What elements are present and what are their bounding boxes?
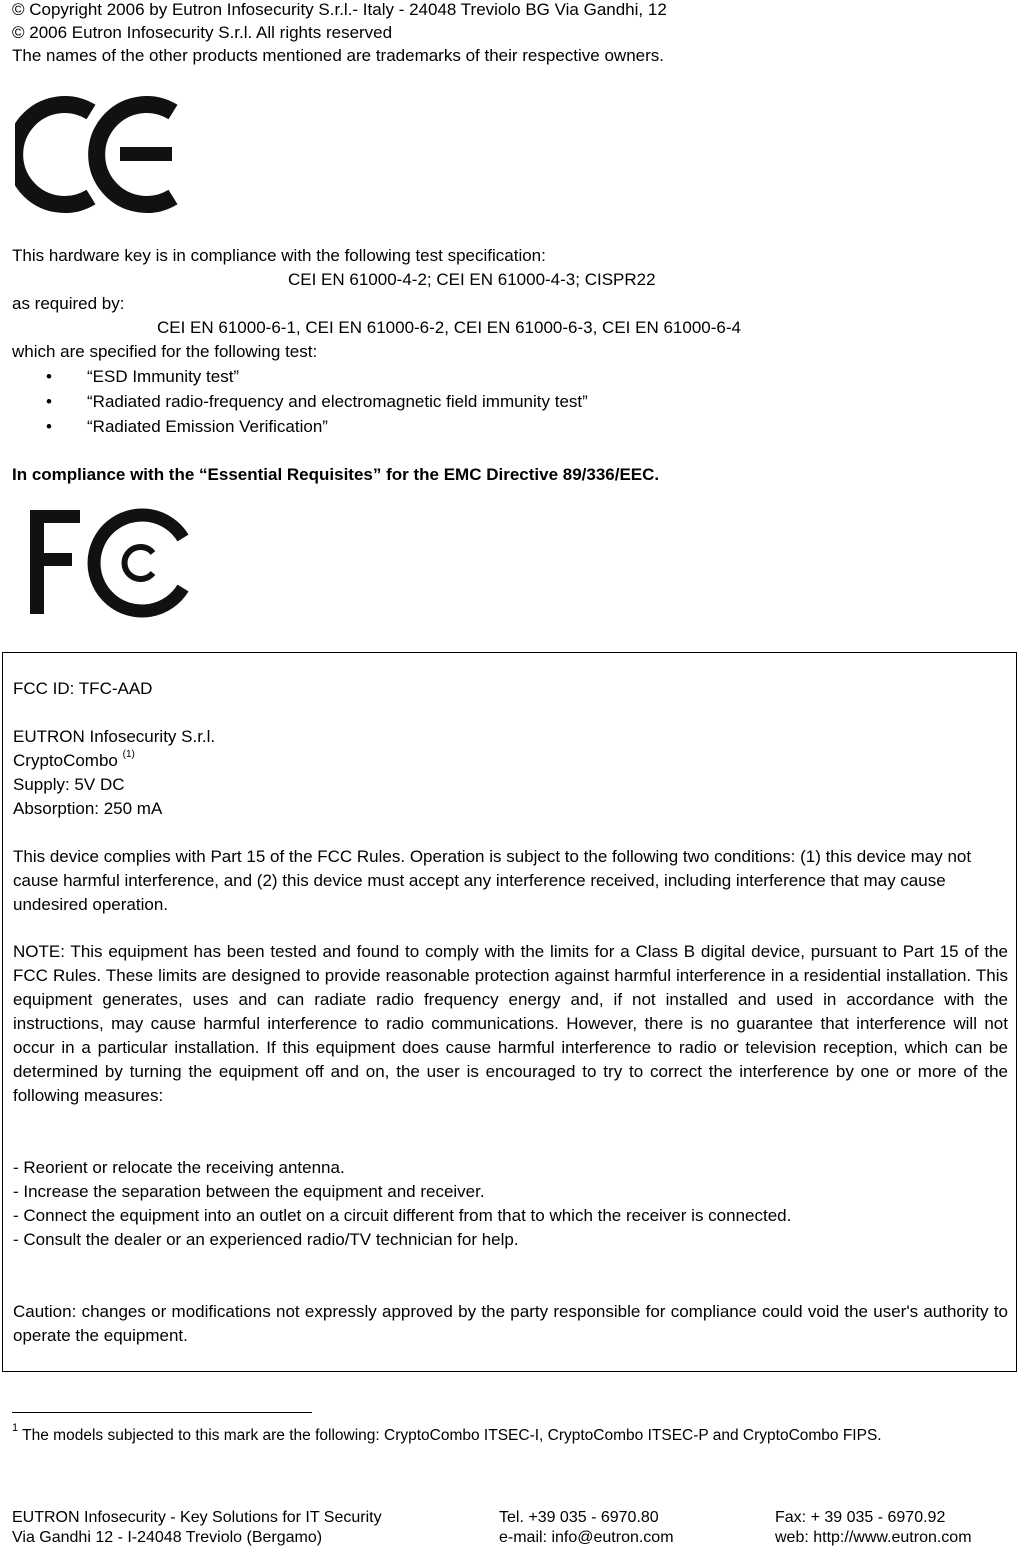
supply-spec: Supply: 5V DC: [13, 775, 125, 794]
fcc-declaration-box: [2, 652, 1017, 1372]
footnote-reference: (1): [122, 749, 135, 761]
bullet-icon: •: [46, 392, 52, 411]
test-name: “Radiated Emission Verification”: [87, 417, 328, 436]
emc-compliance-statement: In compliance with the “Essential Requisites” for the EMC Directive 89/336/EEC.: [12, 465, 660, 484]
absorption-spec: Absorption: 250 mA: [13, 799, 163, 818]
fcc-id: FCC ID: TFC-AAD: [13, 679, 153, 698]
caution-paragraph: Caution: changes or modifications not expressly approved by the party responsible for compliance could void the user's authority to operate the equipment.: [13, 1302, 1008, 1345]
measure-item: - Increase the separation between the equipment and receiver.: [13, 1182, 485, 1201]
footnote-text: The models subjected to this mark are the following: CryptoCombo ITSEC-I, CryptoCombo ITSEC-P and CryptoCombo FIPS.: [22, 1427, 882, 1444]
test-name: “Radiated radio-frequency and electromagnetic field immunity test”: [87, 392, 588, 411]
fcc-note-paragraph: NOTE: This equipment has been tested and found to comply with the limits for a Class B digital device, pursuant to Part 15 of the FCC Rules. These limits are designed to provide reasonable protection against harmful interference in a residential installation. This equipment generates, uses and can radiate radio frequency energy and, if not installed and used in accordance with the instructions, may cause harmful interference to radio communications. However, there is no guarantee that interference will not occur in a particular installation. If this equipment does cause harmful interference to radio or television reception, which can be determined by turning the equipment off and on, the user is encouraged to try to correct the interference by one or more of the following measures:: [13, 942, 1008, 1105]
rights-line: © 2006 Eutron Infosecurity S.r.l. All rights reserved: [12, 23, 393, 42]
bullet-icon: •: [46, 367, 52, 386]
required-by-label: as required by:: [12, 294, 125, 313]
footer-email[interactable]: e-mail: info@eutron.com: [499, 1529, 674, 1546]
tests-label: which are specified for the following test:: [12, 342, 318, 361]
product-label: CryptoCombo: [13, 751, 118, 770]
product-name: [13, 749, 1008, 773]
footer-tel: Tel. +39 035 - 6970.80: [499, 1509, 659, 1526]
ce-intro: This hardware key is in compliance with the following test specification:: [12, 246, 546, 265]
required-specs: CEI EN 61000-6-1, CEI EN 61000-6-2, CEI EN 61000-6-3, CEI EN 61000-6-4: [157, 318, 741, 337]
footnote-marker: 1: [12, 1421, 19, 1434]
company-name: EUTRON Infosecurity S.r.l.: [13, 727, 216, 746]
footnote: [12, 1421, 1012, 1448]
footer-address: Via Gandhi 12 - I-24048 Treviolo (Bergamo): [12, 1529, 323, 1546]
trademark-line: The names of the other products mentioned are trademarks of their respective owners.: [12, 46, 664, 65]
bullet-icon: •: [46, 417, 52, 436]
footer-fax: Fax: + 39 035 - 6970.92: [775, 1509, 946, 1526]
footer-web[interactable]: web: http://www.eutron.com: [775, 1529, 972, 1546]
footnote-separator: [12, 1412, 312, 1413]
measure-item: - Connect the equipment into an outlet on a circuit different from that to which the receiver is connected.: [13, 1206, 792, 1225]
measure-item: - Reorient or relocate the receiving antenna.: [13, 1158, 345, 1177]
footer-company: EUTRON Infosecurity - Key Solutions for IT Security: [12, 1509, 382, 1526]
fcc-compliance-paragraph: This device complies with Part 15 of the FCC Rules. Operation is subject to the following two conditions: (1) this device may not cause harmful interference, and (2) this device must accept any interference received, including interference that may cause undesired operation.: [13, 847, 972, 914]
fcc-logo: [28, 508, 193, 618]
copyright-line: © Copyright 2006 by Eutron Infosecurity S.r.l.- Italy - 24048 Treviolo BG Via Gandhi, 12: [12, 0, 667, 19]
ce-mark-logo: [15, 92, 180, 217]
ce-spec: CEI EN 61000-4-2; CEI EN 61000-4-3; CISPR22: [288, 270, 656, 289]
measure-item: - Consult the dealer or an experienced radio/TV technician for help.: [13, 1230, 519, 1249]
test-name: “ESD Immunity test”: [87, 367, 240, 386]
